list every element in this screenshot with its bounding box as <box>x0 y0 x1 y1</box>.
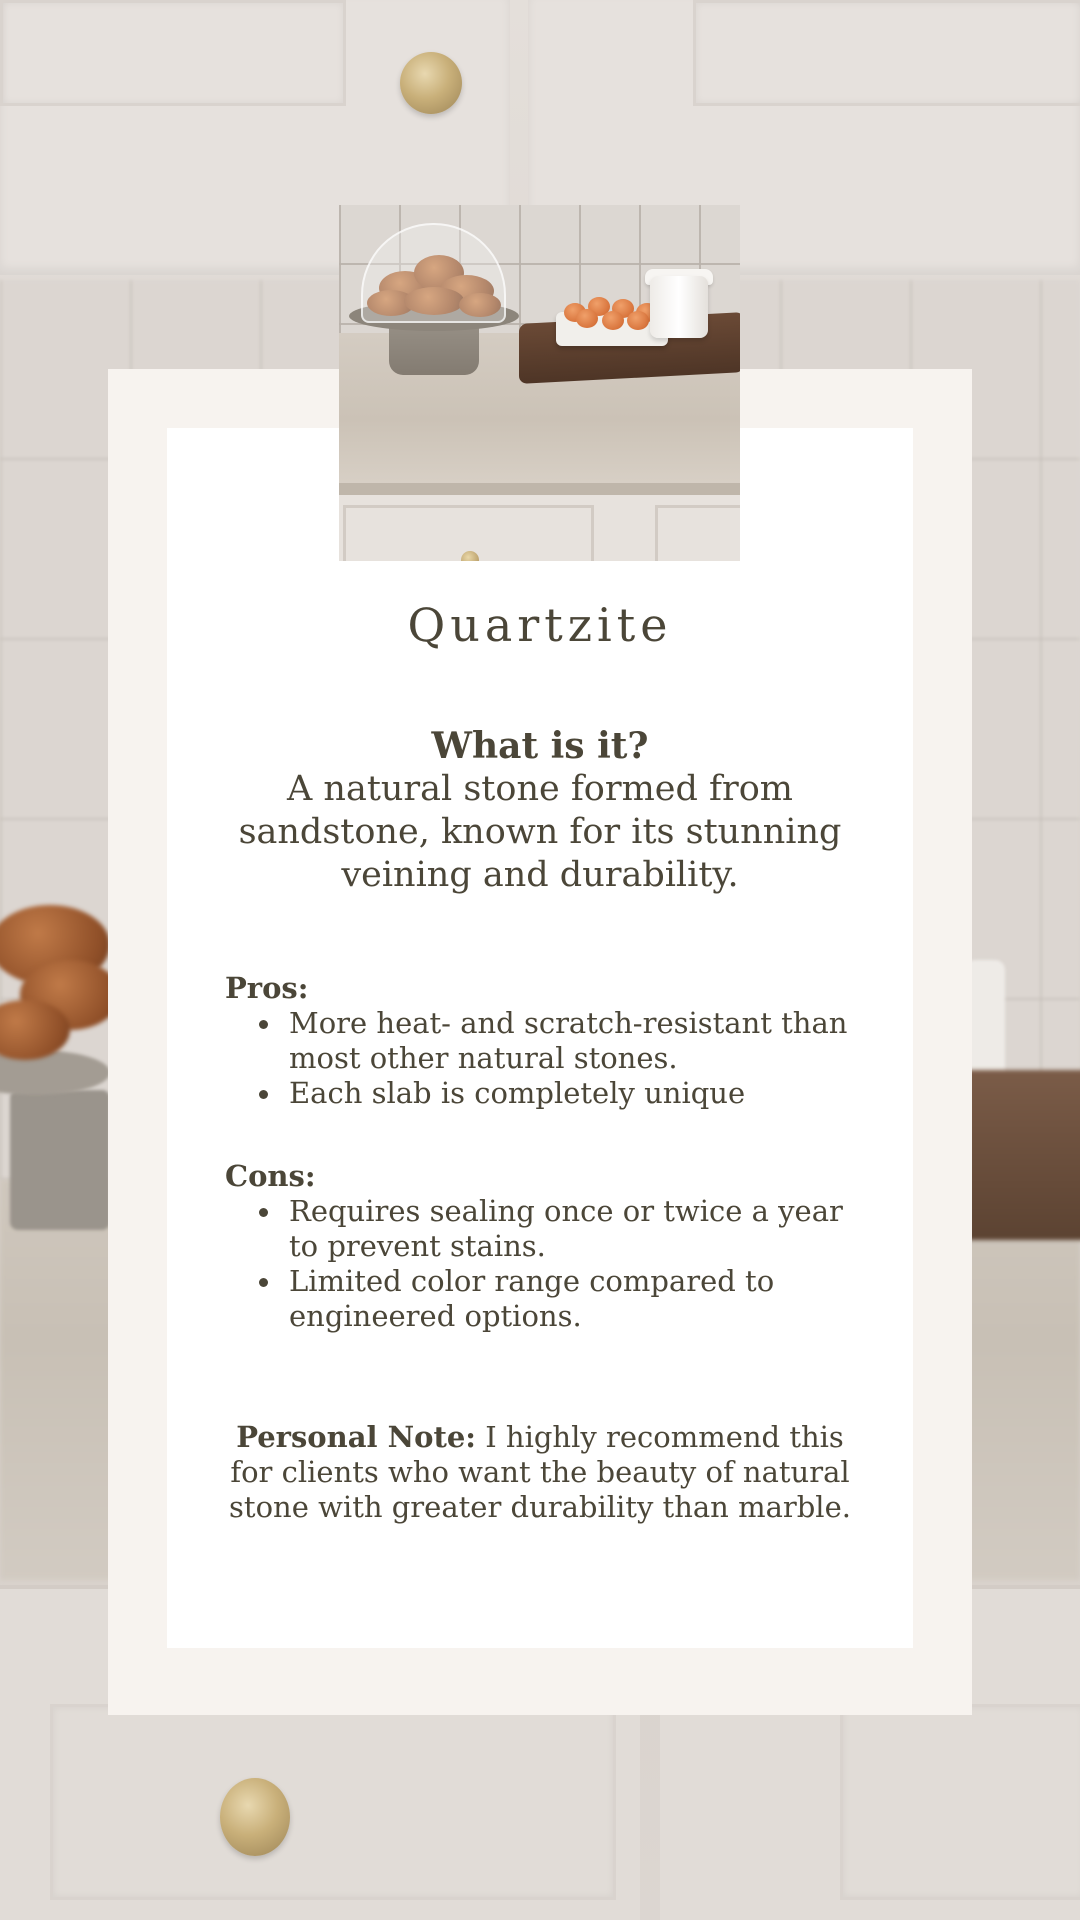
pros-item-text: More heat- and scratch-resistant than most other natural stones. <box>289 1006 848 1075</box>
pros-list-item <box>289 1006 865 1076</box>
cabinet-panel <box>693 0 1080 106</box>
cabinet-panel <box>0 0 346 106</box>
cons-item-text: Requires sealing once or twice a year to prevent stains. <box>289 1194 843 1263</box>
cabinet-knob <box>400 52 462 114</box>
what-is-it-heading: What is it? <box>431 725 649 767</box>
cons-heading: Cons: <box>225 1159 316 1193</box>
what-is-it-section <box>220 724 860 897</box>
cons-item-text: Limited color range compared to engineered options. <box>289 1264 775 1333</box>
cons-section <box>225 1158 865 1334</box>
pros-list <box>225 1006 865 1111</box>
photo-egg <box>627 311 649 330</box>
cabinet-panel <box>840 1704 1080 1900</box>
cons-list-item <box>289 1264 865 1334</box>
pros-heading: Pros: <box>225 971 309 1005</box>
cons-list-item <box>289 1194 865 1264</box>
wooden-board <box>960 1070 1080 1240</box>
cabinet-panel <box>50 1704 616 1900</box>
bullet-icon <box>259 1278 268 1287</box>
photo-cabinet-door <box>655 505 740 561</box>
cake-stand <box>10 1090 110 1230</box>
kitchen-counter-photo <box>339 205 740 561</box>
pros-item-text: Each slab is completely unique <box>289 1076 746 1110</box>
photo-egg <box>602 311 624 330</box>
cons-list <box>225 1194 865 1334</box>
personal-note-text: I highly recommend this for clients who want the beauty of natural stone with greater durability than marble. <box>229 1420 851 1524</box>
bullet-icon <box>259 1090 268 1099</box>
page-title: Quartzite <box>407 598 673 652</box>
bullet-icon <box>259 1020 268 1029</box>
photo-egg <box>576 309 598 328</box>
pros-section <box>225 970 865 1111</box>
photo-counter-edge <box>339 483 740 495</box>
bullet-icon <box>259 1208 268 1217</box>
drawer-knob <box>220 1778 290 1856</box>
what-is-it-description: A natural stone formed from sandstone, known for its stunning veining and durability. <box>238 769 842 895</box>
personal-note-label: Personal Note: <box>236 1420 477 1454</box>
personal-note <box>225 1420 855 1525</box>
photo-canister <box>650 276 708 338</box>
pros-list-item <box>289 1076 865 1111</box>
